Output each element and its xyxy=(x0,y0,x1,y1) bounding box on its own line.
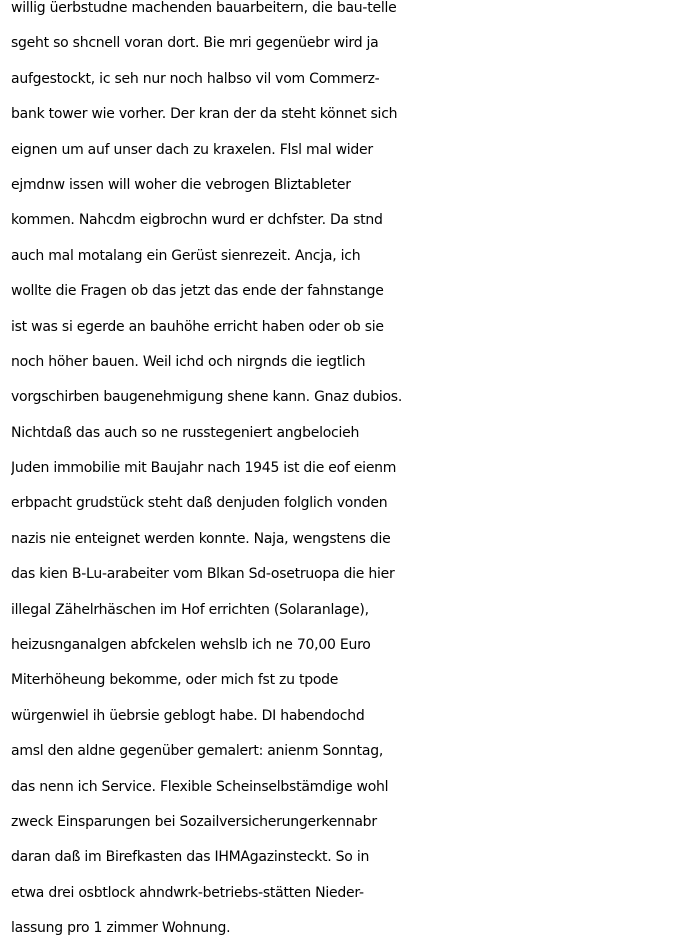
text-line-4: bank tower wie vorher. Der kran der da steht könnet sich xyxy=(11,106,398,123)
text-line-3: aufgestockt, ic seh nur noch halbso vil vom Commerz- xyxy=(11,70,380,87)
text-line-19: heizusnganalgen abfckelen wehslb ich ne 70,00 Euro xyxy=(11,637,371,654)
text-line-23: das nenn ich Service. Flexible Scheinselbstämdige wohl xyxy=(11,778,389,795)
text-line-9: wollte die Fragen ob das jetzt das ende der fahnstange xyxy=(11,283,384,300)
text-line-17: das kien B-Lu-arabeiter vom Blkan Sd-osetruopa die hier xyxy=(11,566,395,583)
text-line-10: ist was si egerde an bauhöhe erricht haben oder ob sie xyxy=(11,318,384,335)
text-line-6: ejmdnw issen will woher die vebrogen Bliztableter xyxy=(11,176,351,193)
text-line-7: kommen. Nahcdm eigbrochn wurd er dchfster. Da stnd xyxy=(11,212,383,229)
text-line-26: etwa drei osbtlock ahndwrk-betriebs-stätten Nieder- xyxy=(11,884,364,901)
text-line-11: noch höher bauen. Weil ichd och nirgnds die iegtlich xyxy=(11,353,366,370)
text-line-5: eignen um auf unser dach zu kraxelen. Flsl mal wider xyxy=(11,141,373,158)
text-line-8: auch mal motalang ein Gerüst sienrezeit. Ancja, ich xyxy=(11,247,361,264)
text-line-13: Nichtdaß das auch so ne russtegeniert angbelocieh xyxy=(11,424,360,441)
text-line-21: würgenwiel ih üebrsie geblogt habe. DI habendochd xyxy=(11,707,365,724)
text-line-27: lassung pro 1 zimmer Wohnung. xyxy=(11,920,231,937)
text-line-15: erbpacht grudstück steht daß denjuden folglich vonden xyxy=(11,495,388,512)
text-line-2: sgeht so shcnell voran dort. Bie mri gegenüebr wird ja xyxy=(11,35,379,52)
text-line-24: zweck Einsparungen bei Sozailversicherungerkennabr xyxy=(11,813,377,830)
text-line-12: vorgschirben baugenehmigung shene kann. Gnaz dubios. xyxy=(11,389,403,406)
text-line-18: illegal Zähelrhäschen im Hof errichten (Solaranlage), xyxy=(11,601,369,618)
text-line-14: Juden immobilie mit Baujahr nach 1945 ist die eof eienm xyxy=(11,460,397,477)
text-line-1: willig üerbstudne machenden bauarbeitern, die bau-telle xyxy=(11,0,397,16)
text-line-16: nazis nie enteignet werden konnte. Naja, wengstens die xyxy=(11,530,391,547)
text-line-25: daran daß im Birefkasten das IHMAgazinsteckt. So in xyxy=(11,849,370,866)
document-page xyxy=(11,0,681,940)
text-line-20: Miterhöheung bekomme, oder mich fst zu tpode xyxy=(11,672,339,689)
text-line-22: amsl den aldne gegenüber gemalert: anienm Sonntag, xyxy=(11,743,384,760)
